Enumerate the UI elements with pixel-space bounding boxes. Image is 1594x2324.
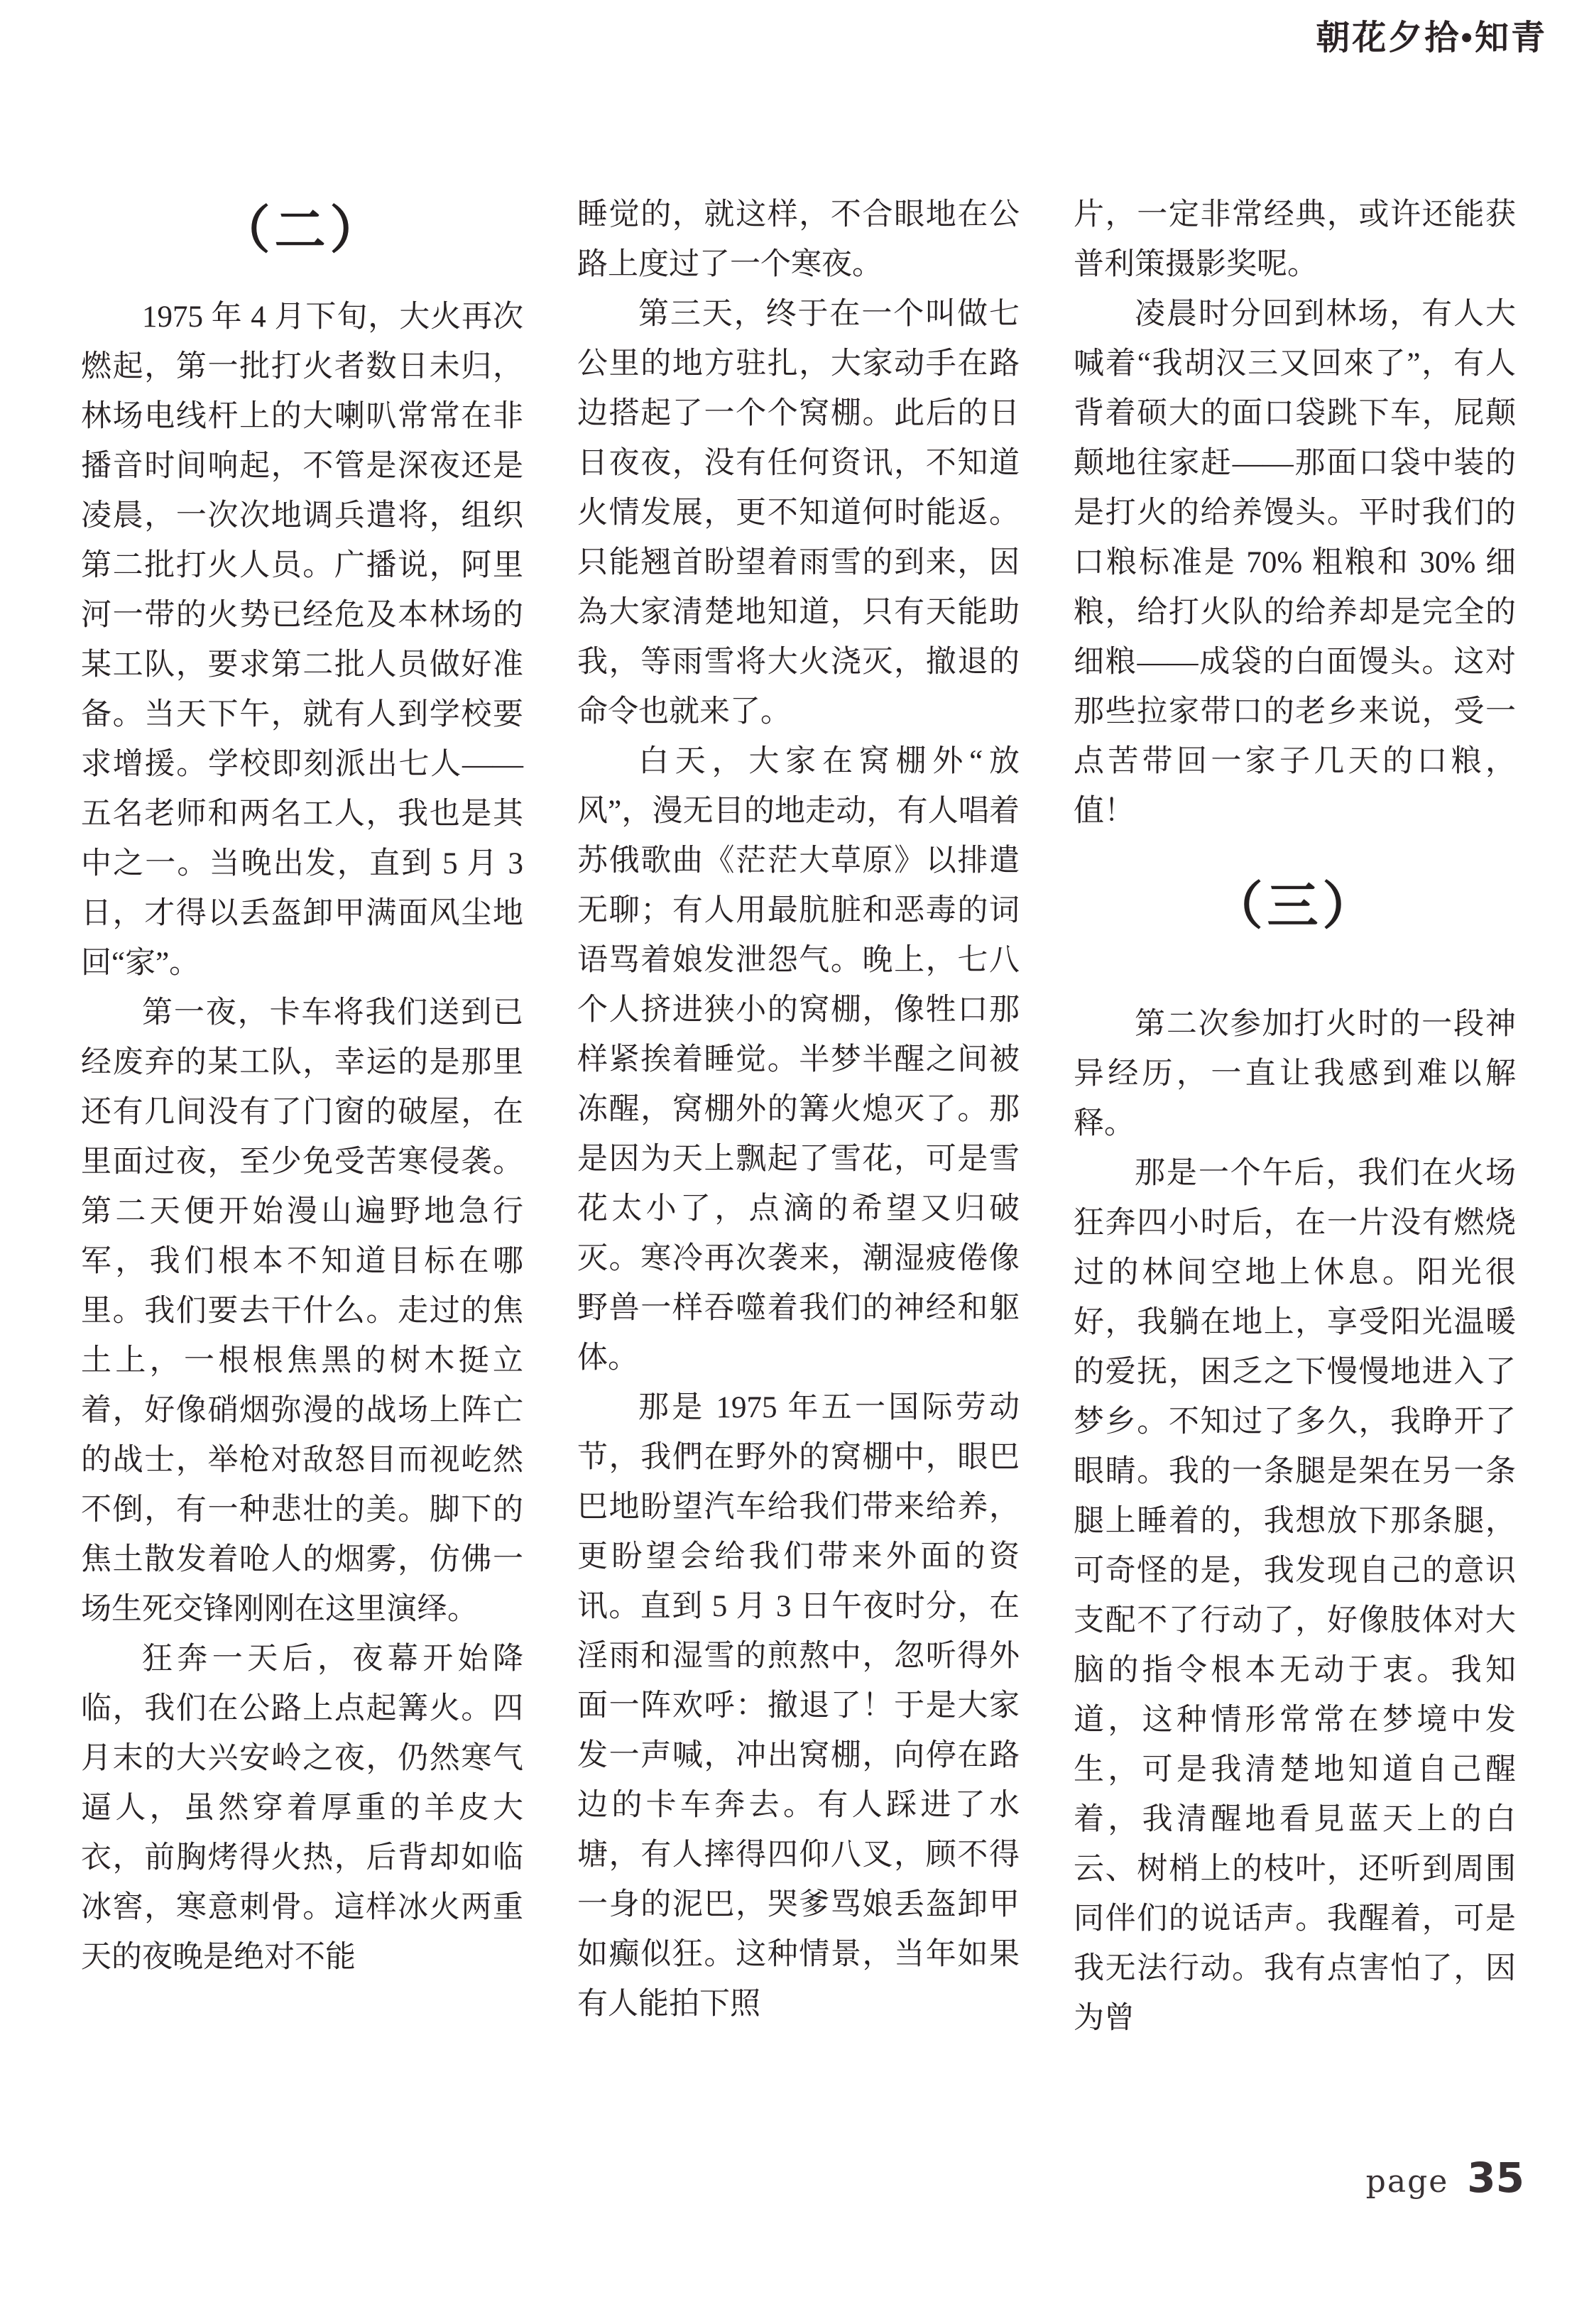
text-column-1	[81, 190, 523, 2044]
page-number: 35	[1467, 2154, 1524, 2202]
paragraph: 那是一个午后，我们在火场狂奔四小时后，在一片没有燃烧过的林间空地上休息。阳光很好，我躺在地上，享受阳光温暖的爱抚，困乏之下慢慢地进入了梦乡。不知过了多久，我睁开了眼睛。我的一条腿是架在另一条腿上睡着的，我想放下那条腿，可奇怪的是，我发现自己的意识支配不了行动了，好像肢体对大脑的指令根本无动于衷。我知道，这种情形常常在梦境中发生，可是我清楚地知道自己醒着，我清醒地看見蓝天上的白云、树梢上的枝叶，还听到周围同伴们的说话声。我醒着，可是我无法行动。我有点害怕了，因为曾	[1074, 1157, 1516, 2035]
text-column-3	[1074, 190, 1516, 2044]
paragraph: 1975 年 4 月下旬，大火再次燃起，第一批打火者数日未归，林场电线杆上的大喇叭常常在非播音时间响起，不管是深夜还是凌晨，一次次地调兵遣将，组织第二批打火人员。广播说，阿里河一带的火势已经危及本林场的某工队，要求第二批人员做好准备。当天下午，就有人到学校要求增援。学校即刻派出七人——五名老师和两名工人，我也是其中之一。当晚出发，直到 5 月 3 日，才得以丢盔卸甲满面风尘地回“家”。	[81, 300, 523, 980]
page-footer	[1366, 2154, 1524, 2202]
paragraph: 狂奔一天后，夜幕开始降临，我们在公路上点起篝火。四月末的大兴安岭之夜，仍然寒气逼人，虽然穿着厚重的羊皮大衣，前胸烤得火热，后背却如临冰窖，寒意刺骨。這样冰火两重天的夜晚是绝对不能	[81, 1642, 523, 1974]
paragraph: 第二次参加打火时的一段神异经历，一直让我感到难以解释。	[1074, 1008, 1516, 1140]
article-columns	[81, 190, 1516, 2044]
page-label: page	[1365, 2164, 1449, 2200]
section-heading: （三）	[1211, 878, 1378, 935]
paragraph: 凌晨时分回到林场，有人大喊着“我胡汉三又回來了”，有人背着硕大的面口袋跳下车，屁颠颠地往家赶——那面口袋中装的是打火的给养馒头。平时我们的口粮标准是 70% 粗粮和 30% 细粮，给打火队的给养却是完全的细粮——成袋的白面馒头。这对那些拉家带口的老乡来说，受一点苦带回一家子几天的口粮，值！	[1074, 298, 1516, 828]
paragraph: 第三天，终于在一个叫做七公里的地方驻扎，大家动手在路边搭起了一个个窝棚。此后的日日夜夜，没有任何资讯，不知道火情发展，更不知道何时能返。只能翘首盼望着雨雪的到来，因為大家清楚地知道，只有天能助我，等雨雪将大火浇灭，撤退的命令也就来了。	[577, 298, 1020, 729]
section-heading: （二）	[219, 202, 386, 259]
paragraph: 片，一定非常经典，或许还能获普利策摄影奖呢。	[1074, 198, 1516, 281]
paragraph: 第一夜，卡车将我们送到已经废弃的某工队，幸运的是那里还有几间没有了门窗的破屋，在里面过夜，至少免受苦寒侵袭。第二天便开始漫山遍野地急行军，我们根本不知道目标在哪里。我们要去干什么。走过的焦土上，一根根焦黑的树木挺立着，好像硝烟弥漫的战场上阵亡的战士，举枪对敌怒目而视屹然不倒，有一种悲壮的美。脚下的焦土散发着呛人的烟雾，仿佛一场生死交锋刚刚在这里演绎。	[81, 996, 523, 1626]
paragraph: 睡觉的，就这样，不合眼地在公路上度过了一个寒夜。	[577, 198, 1020, 281]
text-column-2	[577, 190, 1020, 2044]
paragraph: 白天，大家在窝棚外“放风”，漫无目的地走动，有人唱着苏俄歌曲《茫茫大草原》以排遣无聊；有人用最肮脏和恶毒的词语骂着娘发泄怨气。晚上，七八个人挤进狭小的窝棚，像牲口那样紧挨着睡觉。半梦半醒之间被冻醒，窝棚外的篝火熄灭了。那是因为天上飘起了雪花，可是雪花太小了，点滴的希望又归破灭。寒冷再次袭来，潮湿疲倦像野兽一样吞噬着我们的神经和躯体。	[577, 745, 1020, 1375]
page-header-title: 朝花夕拾•知青	[1316, 19, 1547, 57]
paragraph: 那是 1975 年五一国际劳动节，我們在野外的窝棚中，眼巴巴地盼望汽车给我们带来给养，更盼望会给我们带来外面的资讯。直到 5 月 3 日午夜时分，在淫雨和湿雪的煎熬中，忽听得外面一阵欢呼：撤退了！于是大家发一声喊，冲出窝棚，向停在路边的卡车奔去。有人踩进了水塘，有人摔得四仰八叉，顾不得一身的泥巴，哭爹骂娘丢盔卸甲如癫似狂。这种情景，当年如果有人能拍下照	[577, 1391, 1020, 2021]
